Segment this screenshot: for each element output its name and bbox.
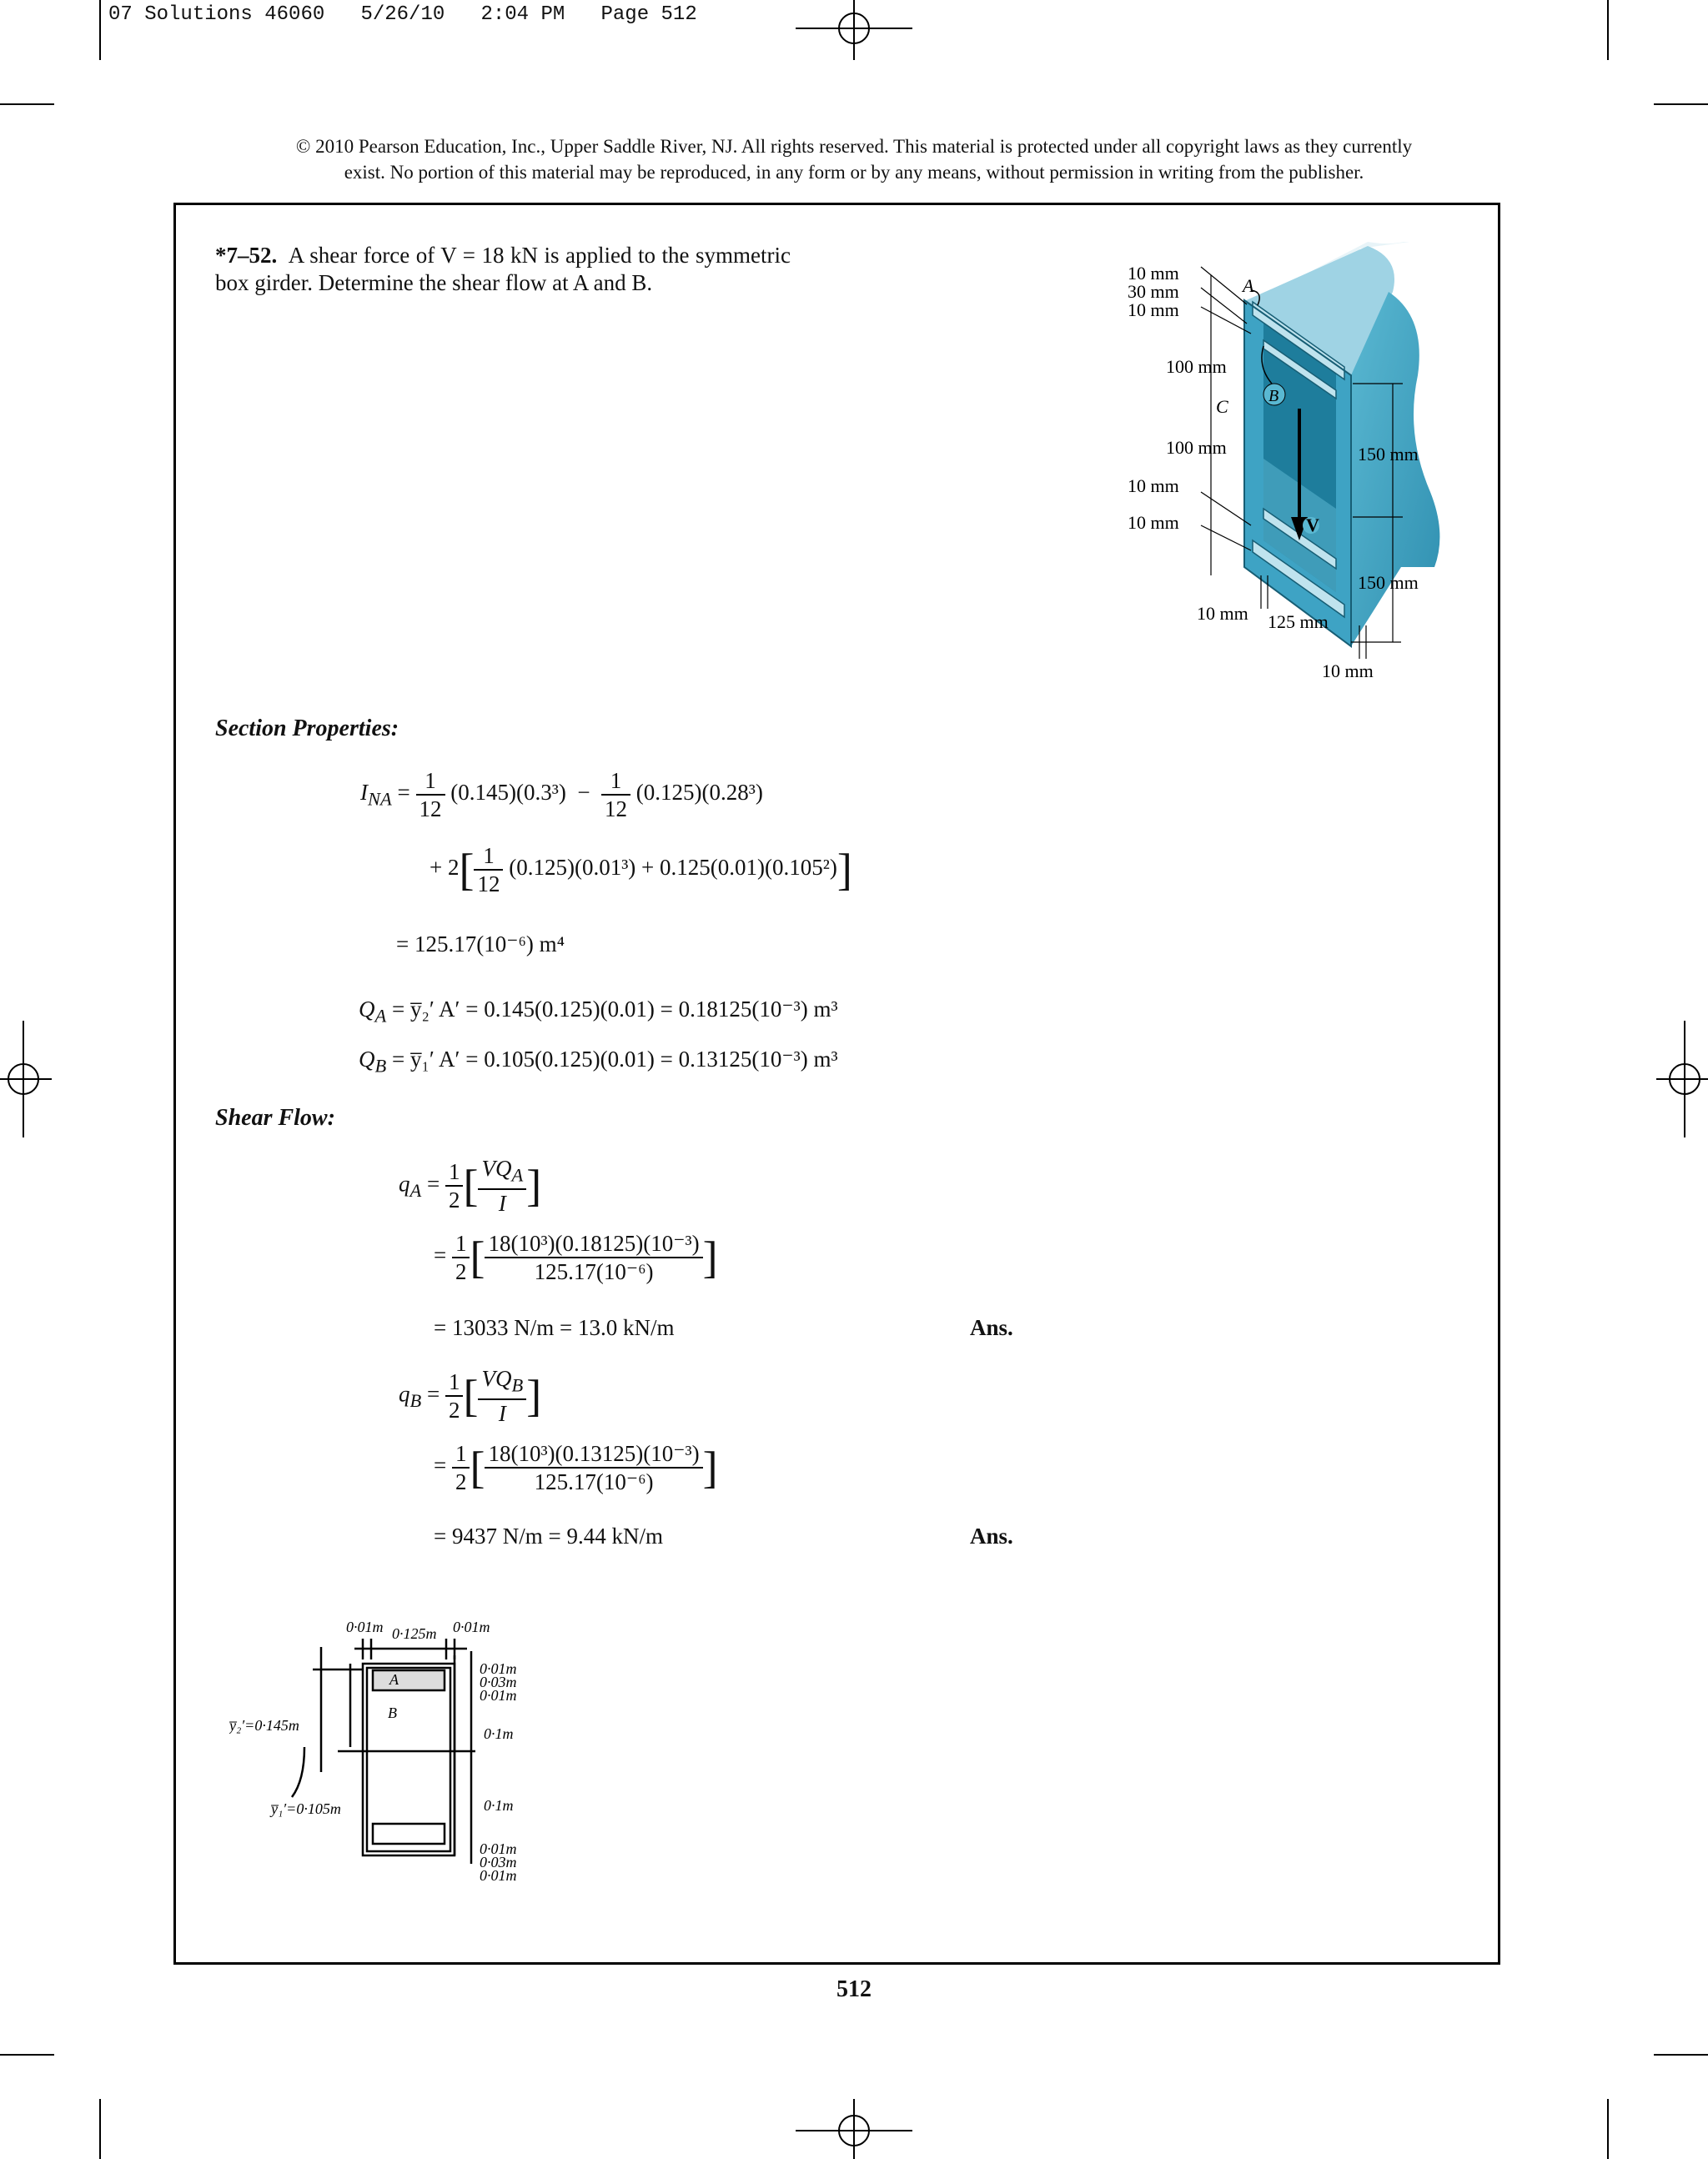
sketch-y1-label: y̅₁′=0·105m — [271, 1800, 341, 1817]
eq-qa-def: $q_A$ = $\frac{1}{2}$ [ $\frac{VQ_A}{I}$ ] — [399, 1156, 542, 1217]
problem-statement — [215, 242, 791, 297]
sketch-right-dim-4: 0·1m — [484, 1725, 514, 1742]
eq-qb-sub: = $\frac{1}{2}$ [ $\frac{\text{18(10³)(0.13125)(10⁻³)}}{\text{125.17(10⁻⁶)}}$ ] — [434, 1441, 718, 1494]
sketch-label-b: B — [388, 1705, 397, 1721]
problem-number: *7–52. — [215, 243, 278, 268]
dim-right-upper: 150 mm — [1358, 444, 1419, 464]
sketch-top-dim-2: 0·125m — [392, 1625, 437, 1642]
qa-numerator: 18(10³)(0.18125)(10⁻³) — [485, 1230, 702, 1258]
copyright-notice — [167, 133, 1541, 185]
heading-section-properties: Section Properties: — [215, 715, 399, 741]
sketch-y2-label: y̅₂′=0·145m — [229, 1717, 299, 1734]
dim-left-7: 10 mm — [1128, 512, 1179, 533]
sketch-right-dim-5: 0·1m — [484, 1797, 514, 1814]
qa-denominator: 125.17(10⁻⁶) — [534, 1259, 654, 1284]
eq-qa-sub: = $\frac{1}{2}$ [ $\frac{\text{18(10³)(0.18125)(10⁻³)}}{\text{125.17(10⁻⁶)}}$ ] — [434, 1231, 718, 1284]
dim-left-6: 10 mm — [1128, 475, 1179, 496]
sketch-right-dim-2: 0·03m — [480, 1674, 517, 1690]
page-number: 512 — [836, 1976, 872, 2002]
sketch-right-dim-1: 0·01m — [480, 1660, 517, 1677]
answer-label-qa: Ans. — [970, 1315, 1013, 1340]
dim-right-lower: 150 mm — [1358, 572, 1419, 593]
sketch-right-dim-7: 0·03m — [480, 1854, 517, 1870]
dim-left-1: 10 mm — [1128, 263, 1179, 284]
ina-subscript: NA — [368, 788, 392, 810]
sketch-top-dim-1: 0·01m — [346, 1619, 384, 1635]
eq-ina-line2: + 2[ $\frac{1}{12}$ (0.125)(0.01³) + 0.125(0.01)(0.105²)] — [430, 843, 852, 896]
print-slug: 07 Solutions 46060 5/26/10 2:04 PM Page 512 — [108, 3, 697, 26]
figure-label-b: B — [1268, 387, 1279, 405]
eq-qa-result: = 13033 N/m = 13.0 kN/m — [434, 1315, 675, 1340]
dim-left-5: 100 mm — [1166, 437, 1227, 458]
sketch-label-a: A — [389, 1671, 399, 1688]
sketch-top-dim-3: 0·01m — [453, 1619, 490, 1635]
qb-denominator: 125.17(10⁻⁶) — [534, 1469, 654, 1494]
eq-ina-result: = 125.17(10⁻⁶) m⁴ — [396, 931, 565, 956]
dim-left-4: 100 mm — [1166, 356, 1227, 377]
qa-expression: = y̅₂′ A′ = 0.145(0.125)(0.01) = 0.18125(10⁻³) m³ — [392, 997, 838, 1022]
sketch-right-dim-6: 0·01m — [480, 1840, 517, 1857]
copyright-line-1: © 2010 Pearson Education, Inc., Upper Saddle River, NJ. All rights reserved. This material is protected under all copyright laws as they currently — [295, 136, 1413, 157]
copyright-line-2: exist. No portion of this material may be reproduced, in any form or by any means, without permission in writing from the publisher. — [344, 162, 1364, 183]
ina-term-2: (0.125)(0.28³) — [635, 780, 763, 806]
eq-qb-def: $q_B$ = $\frac{1}{2}$ [ $\frac{VQ_B}{I}$ ] — [399, 1366, 542, 1427]
problem-text: A shear force of V = 18 kN is applied to the symmetric box girder. Determine the shear flow at A and B. — [215, 243, 791, 295]
ina-line2-terms: (0.125)(0.01³) + 0.125(0.01)(0.105²) — [509, 855, 837, 881]
eq-ina-line1: $I_{NA}$ = $\frac{1}{12}$ (0.145)(0.3³) − $\frac{1}{12}$ (0.125)(0.28³) — [360, 768, 763, 821]
figure-label-c: C — [1216, 396, 1228, 417]
qb-numerator: 18(10³)(0.13125)(10⁻³) — [485, 1440, 702, 1469]
dim-bottom-right: 10 mm — [1322, 660, 1374, 681]
cross-section-sketch — [229, 1614, 563, 1910]
eq-qa: $Q_A$ = y̅₂′ A′ = 0.145(0.125)(0.01) = 0.18125(10⁻³) m³ — [359, 997, 838, 1027]
figure-label-a: A — [1243, 275, 1254, 296]
dim-left-3: 10 mm — [1128, 299, 1179, 320]
dim-bottom-left: 10 mm — [1197, 603, 1248, 624]
figure-label-v: V — [1306, 515, 1319, 535]
heading-shear-flow: Shear Flow: — [215, 1105, 335, 1131]
dim-left-2: 30 mm — [1128, 281, 1179, 302]
eq-qb: $Q_B$ = y̅₁′ A′ = 0.105(0.125)(0.01) = 0.13125(10⁻³) m³ — [359, 1047, 838, 1077]
ina-term-1: (0.145)(0.3³) — [450, 780, 566, 806]
eq-qb-result: = 9437 N/m = 9.44 kN/m — [434, 1524, 663, 1549]
box-girder-figure — [1118, 242, 1468, 692]
qb-expression: = y̅₁′ A′ = 0.105(0.125)(0.01) = 0.13125(10⁻³) m³ — [392, 1047, 838, 1072]
sketch-right-dim-3: 0·01m — [480, 1687, 517, 1704]
sketch-right-dim-8: 0·01m — [480, 1867, 517, 1884]
ina-symbol: I — [360, 780, 368, 806]
dim-bottom-mid: 125 mm — [1268, 611, 1329, 632]
answer-label-qb: Ans. — [970, 1524, 1013, 1549]
